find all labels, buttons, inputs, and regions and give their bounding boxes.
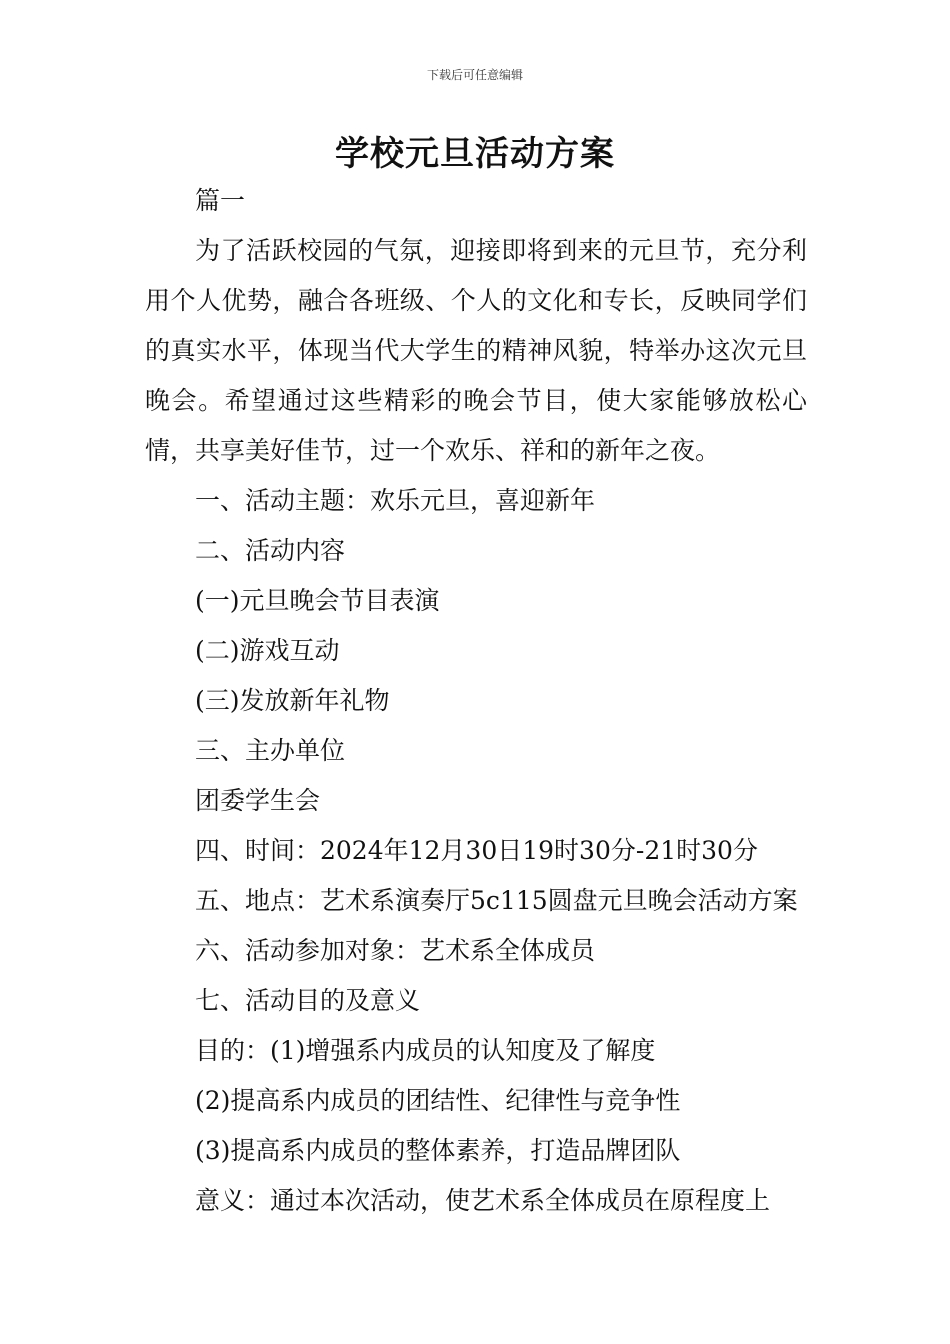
item-content-gifts: (三)发放新年礼物: [195, 686, 390, 715]
intro-paragraph: 为了活跃校园的气氛，迎接即将到来的元旦节，充分利用个人优势，融合各班级、个人的文化和专长，反映同学们的真实水平，体现当代大学生的精神风貌，特举办这次元旦晚会。希望通过这些精彩的晚会节目，使大家能够放松心情，共享美好佳节，过一个欢乐、祥和的新年之夜。: [145, 236, 807, 465]
item-purpose-1: 目的：(1)增强系内成员的认知度及了解度: [195, 1036, 656, 1065]
item-purpose-3: (3)提高系内成员的整体素养，打造品牌团队: [195, 1136, 681, 1165]
item-content-games: (二)游戏互动: [195, 636, 340, 665]
section-label: 篇一: [195, 186, 246, 215]
item-significance: 意义：通过本次活动，使艺术系全体成员在原程度上: [195, 1186, 771, 1215]
item-participants: 六、活动参加对象：艺术系全体成员: [195, 936, 596, 965]
document-body: [145, 176, 807, 1226]
item-purpose-heading: 七、活动目的及意义: [195, 986, 421, 1015]
item-content-performance: (一)元旦晚会节目表演: [195, 586, 440, 615]
item-organizer-heading: 三、主办单位: [195, 736, 346, 765]
item-time: 四、时间：2024年12月30日19时30分-21时30分: [195, 836, 758, 865]
item-purpose-2: (2)提高系内成员的团结性、纪律性与竞争性: [195, 1086, 681, 1115]
document-title: 学校元旦活动方案: [335, 134, 615, 174]
item-organizer: 团委学生会: [195, 786, 321, 815]
item-theme: 一、活动主题：欢乐元旦，喜迎新年: [195, 486, 596, 515]
header-note: 下载后可任意编辑: [426, 68, 523, 82]
item-location: 五、地点：艺术系演奏厅5c115圆盘元旦晚会活动方案: [195, 886, 798, 915]
item-content-heading: 二、活动内容: [195, 536, 346, 565]
